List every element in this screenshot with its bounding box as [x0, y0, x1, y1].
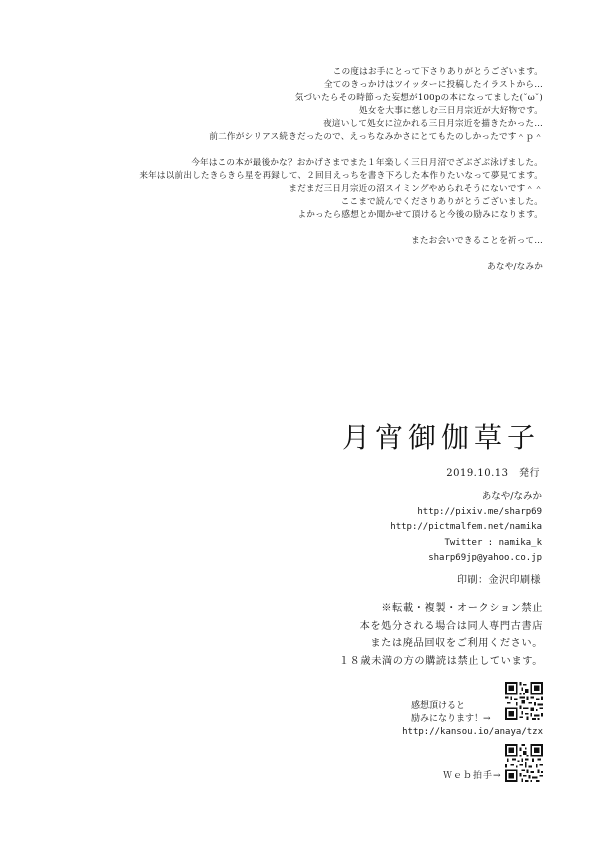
- notice-line: 本を処分される場合は同人専門古書店: [359, 620, 543, 632]
- twitter-handle[interactable]: Twitter : namika_k: [444, 537, 542, 548]
- qr-code-icon[interactable]: [505, 744, 543, 782]
- web-clap-qr-code: [505, 744, 543, 782]
- website-link[interactable]: http://pictmalfem.net/namika: [390, 522, 542, 532]
- afterword-line: またお会いできることを祈って…: [411, 236, 543, 246]
- author-name: あなや/なみか: [481, 491, 542, 502]
- paragraph-gap: [139, 144, 543, 157]
- feedback-caption-line: 励みになります！→: [411, 714, 491, 724]
- afterword-line: ここまで読んでくださりありがとうございました。: [340, 197, 543, 207]
- author-info: [390, 489, 542, 567]
- email-address[interactable]: sharp69jp@yahoo.co.jp: [428, 553, 542, 563]
- notice-line: １８歳未満の方の購読は禁止しています。: [338, 655, 543, 667]
- afterword-line: 今年はこの本が最後かな？おかげさまでまた１年楽しく三日月沼でざぶざぶ泳げました。: [191, 158, 543, 168]
- afterword-line: この度はお手にとって下さりありがとうございます。: [332, 67, 543, 77]
- notice-block: [339, 600, 543, 670]
- publication-date: 2019.10.13 発行: [446, 468, 540, 479]
- notice-line: ※転載・複製・オークション禁止: [381, 603, 543, 614]
- feedback-caption: [411, 700, 491, 726]
- afterword-line: 来年は以前出したきらきら星を再録して、２回目えっちを書き下ろした本作りたいなって夢見てます。: [139, 171, 543, 181]
- feedback-caption-line: 感想頂けると: [411, 701, 466, 711]
- notice-line: または廃品回収をご利用ください。: [370, 638, 543, 649]
- colophon-header: [342, 422, 540, 479]
- afterword-line: 全てのきっかけはツイッターに投稿したイラストから…: [324, 80, 543, 90]
- qr-code-icon[interactable]: [505, 682, 543, 720]
- afterword: [139, 66, 543, 274]
- afterword-line: 前二作がシリアス続きだったので、えっちなみかさにとてもたのしかったです＾ｐ＾: [209, 132, 543, 142]
- kansou-link[interactable]: http://kansou.io/anaya/tzx: [402, 727, 543, 737]
- printer-credit: 印刷：金沢印刷様: [457, 575, 541, 586]
- paragraph-gap: [139, 222, 543, 235]
- afterword-line: 気づいたらその時節った妄想が100pの本になってました(˘ω˘): [294, 93, 543, 103]
- book-title: 月宵御伽草子: [341, 421, 540, 454]
- feedback-qr-code: [505, 682, 543, 720]
- paragraph-gap: [139, 248, 543, 261]
- afterword-signature: あなや/なみか: [487, 262, 543, 272]
- afterword-line: 処女を大事に慈しむ三日月宗近が大好物です。: [359, 106, 543, 116]
- pixiv-link[interactable]: http://pixiv.me/sharp69: [417, 506, 542, 517]
- afterword-line: まだまだ三日月宗近の沼スイミングやめられそうにないです＾＾: [288, 184, 543, 194]
- afterword-line: よかったら感想とか聞かせて頂けると今後の励みになります。: [297, 210, 543, 220]
- afterword-line: 夜這いして処女に泣かれる三日月宗近を描きたかった…: [323, 119, 543, 129]
- web-clap-label: Ｗｅｂ拍手→: [443, 771, 502, 781]
